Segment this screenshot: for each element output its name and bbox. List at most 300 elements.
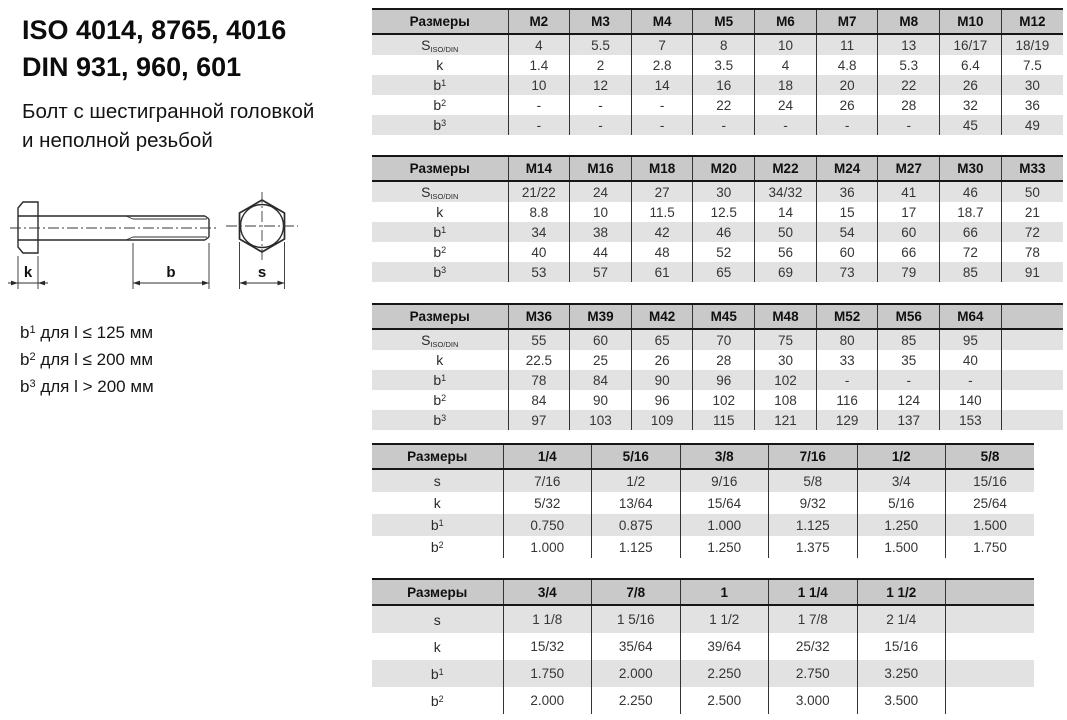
value-cell: 7/16 — [503, 469, 592, 492]
value-cell: 28 — [693, 350, 755, 370]
size-header-cell: M39 — [570, 304, 632, 329]
value-cell: 1.250 — [680, 536, 769, 558]
row-label-cell — [372, 492, 503, 514]
value-cell: 5.5 — [570, 34, 632, 55]
value-cell: 52 — [693, 242, 755, 262]
value-cell: 26 — [940, 75, 1002, 95]
value-cell: 28 — [878, 95, 940, 115]
size-header-cell: M24 — [816, 156, 878, 181]
value-cell: 85 — [878, 329, 940, 350]
value-cell: 60 — [878, 222, 940, 242]
bolt-technical-drawing — [6, 186, 351, 321]
value-cell: 84 — [508, 390, 570, 410]
value-cell: 40 — [508, 242, 570, 262]
value-cell: 12 — [570, 75, 632, 95]
value-cell: 75 — [755, 329, 817, 350]
value-cell: - — [570, 115, 632, 135]
value-cell: 10 — [570, 202, 632, 222]
value-cell: 3/4 — [857, 469, 946, 492]
value-cell: 33 — [816, 350, 878, 370]
value-cell: 35 — [878, 350, 940, 370]
table-row — [372, 202, 1063, 222]
value-cell: 5/16 — [857, 492, 946, 514]
spec-table — [372, 578, 1034, 714]
value-cell: 96 — [693, 370, 755, 390]
size-header-cell: 7/8 — [592, 579, 681, 605]
size-header-cell: M64 — [940, 304, 1002, 329]
value-cell — [946, 633, 1035, 660]
table-row — [372, 115, 1063, 135]
footnote-line: $b^1$ для l ≤ 125 мм — [20, 323, 154, 342]
row-label-cell — [372, 687, 503, 714]
value-cell: 35/64 — [592, 633, 681, 660]
row-label: k — [436, 57, 444, 73]
value-cell: 1.250 — [857, 514, 946, 536]
row-label: $b^3$ — [433, 117, 447, 133]
value-cell: 20 — [816, 75, 878, 95]
row-label-cell — [372, 350, 508, 370]
row-label: $S_{ISO/DIN}$ — [421, 36, 459, 54]
value-cell: - — [508, 95, 570, 115]
row-label-cell — [372, 242, 508, 262]
footnotes — [20, 318, 154, 399]
sizes-header-cell: Размеры — [372, 156, 508, 181]
value-cell: 5/8 — [769, 469, 858, 492]
size-header-cell: M2 — [508, 9, 570, 34]
value-cell: 69 — [755, 262, 817, 282]
value-cell: 1 5/16 — [592, 605, 681, 633]
row-label: $b^1$ — [433, 77, 447, 93]
value-cell: 140 — [940, 390, 1002, 410]
value-cell: 70 — [693, 329, 755, 350]
value-cell: 95 — [940, 329, 1002, 350]
value-cell: 2.000 — [592, 660, 681, 687]
value-cell: 6.4 — [940, 55, 1002, 75]
value-cell: 1 1/8 — [503, 605, 592, 633]
spec-table — [372, 8, 1063, 135]
value-cell: 15/32 — [503, 633, 592, 660]
value-cell: 9/32 — [769, 492, 858, 514]
table-metric-m14-m33 — [372, 155, 1063, 282]
value-cell: 10 — [508, 75, 570, 95]
value-cell: 25 — [570, 350, 632, 370]
size-header-cell: M7 — [816, 9, 878, 34]
dim-label-k: k — [23, 264, 33, 281]
value-cell: 2.8 — [631, 55, 693, 75]
value-cell: 9/16 — [680, 469, 769, 492]
dimension-k — [8, 256, 48, 289]
row-label-cell — [372, 181, 508, 202]
table-row — [372, 469, 1034, 492]
row-label-cell — [372, 202, 508, 222]
table-row — [372, 34, 1063, 55]
value-cell: 44 — [570, 242, 632, 262]
value-cell: 60 — [816, 242, 878, 262]
value-cell: 1.500 — [857, 536, 946, 558]
row-label: $b^2$ — [430, 539, 444, 555]
dim-label-s: s — [257, 264, 267, 281]
value-cell: 13 — [878, 34, 940, 55]
value-cell: 18/19 — [1001, 34, 1063, 55]
table-row — [372, 222, 1063, 242]
table-row — [372, 633, 1034, 660]
value-cell: 129 — [816, 410, 878, 430]
value-cell: 1.500 — [946, 514, 1035, 536]
size-header-cell: M45 — [693, 304, 755, 329]
value-cell: 0.875 — [592, 514, 681, 536]
table-row — [372, 605, 1034, 633]
value-cell: 60 — [570, 329, 632, 350]
row-label: s — [433, 473, 441, 489]
value-cell: 90 — [570, 390, 632, 410]
size-header-cell: M42 — [631, 304, 693, 329]
table-row — [372, 329, 1063, 350]
value-cell: 21 — [1001, 202, 1063, 222]
subtitle-line1: Болт с шестигранной головкой — [22, 100, 315, 123]
size-header-cell: M8 — [878, 9, 940, 34]
value-cell: 116 — [816, 390, 878, 410]
value-cell: 72 — [1001, 222, 1063, 242]
table-row — [372, 410, 1063, 430]
size-header-cell: M56 — [878, 304, 940, 329]
value-cell: 16 — [693, 75, 755, 95]
size-header-cell: 3/8 — [680, 444, 769, 469]
row-label: k — [433, 495, 441, 511]
value-cell: 90 — [631, 370, 693, 390]
table-row — [372, 350, 1063, 370]
value-cell: 102 — [693, 390, 755, 410]
value-cell: 65 — [631, 329, 693, 350]
value-cell: 54 — [816, 222, 878, 242]
row-label-cell — [372, 410, 508, 430]
hex-end-view — [226, 192, 298, 260]
value-cell: 3.5 — [693, 55, 755, 75]
size-header-cell: 5/8 — [946, 444, 1035, 469]
table-row — [372, 181, 1063, 202]
value-cell: - — [631, 95, 693, 115]
value-cell: 7.5 — [1001, 55, 1063, 75]
subtitle-line2: и неполной резьбой — [22, 129, 213, 152]
row-label: k — [436, 352, 444, 368]
value-cell: 22 — [693, 95, 755, 115]
value-cell: 1.375 — [769, 536, 858, 558]
value-cell: 46 — [940, 181, 1002, 202]
value-cell: 5.3 — [878, 55, 940, 75]
size-header-cell: 3/4 — [503, 579, 592, 605]
table-row — [372, 536, 1034, 558]
table-row — [372, 687, 1034, 714]
size-header-cell: 1/4 — [503, 444, 592, 469]
value-cell: 26 — [631, 350, 693, 370]
value-cell: 57 — [570, 262, 632, 282]
value-cell: 27 — [631, 181, 693, 202]
size-header-cell: M20 — [693, 156, 755, 181]
size-header-cell: 1 — [680, 579, 769, 605]
header-row — [372, 9, 1063, 34]
value-cell: - — [816, 115, 878, 135]
value-cell: 65 — [693, 262, 755, 282]
value-cell: - — [755, 115, 817, 135]
table-row — [372, 55, 1063, 75]
value-cell: 0.750 — [503, 514, 592, 536]
row-label-cell — [372, 75, 508, 95]
value-cell: 4.8 — [816, 55, 878, 75]
value-cell: 30 — [755, 350, 817, 370]
row-label: $S_{ISO/DIN}$ — [421, 183, 459, 201]
row-label: $b^3$ — [433, 264, 447, 280]
dim-label-b: b — [166, 264, 176, 281]
value-cell — [1001, 329, 1063, 350]
row-label-cell — [372, 536, 503, 558]
spec-table — [372, 303, 1063, 430]
value-cell: 18.7 — [940, 202, 1002, 222]
row-label-cell — [372, 262, 508, 282]
value-cell: 41 — [878, 181, 940, 202]
dimension-b — [133, 243, 209, 289]
sizes-header-cell: Размеры — [372, 579, 503, 605]
value-cell: 61 — [631, 262, 693, 282]
value-cell: - — [508, 115, 570, 135]
row-label: $b^1$ — [433, 224, 447, 240]
value-cell: 30 — [693, 181, 755, 202]
row-label: $b^2$ — [433, 97, 447, 113]
value-cell: 1.4 — [508, 55, 570, 75]
value-cell: - — [693, 115, 755, 135]
table-inch-quarter-58 — [372, 443, 1034, 558]
value-cell: - — [878, 115, 940, 135]
value-cell: 15 — [816, 202, 878, 222]
value-cell: 53 — [508, 262, 570, 282]
value-cell: 80 — [816, 329, 878, 350]
value-cell: 2.250 — [680, 660, 769, 687]
value-cell: 2.000 — [503, 687, 592, 714]
value-cell: 2.500 — [680, 687, 769, 714]
value-cell: 79 — [878, 262, 940, 282]
value-cell: 1.125 — [592, 536, 681, 558]
value-cell — [946, 660, 1035, 687]
page-title — [22, 12, 286, 86]
row-label: $b^1$ — [430, 665, 444, 682]
value-cell: 8 — [693, 34, 755, 55]
row-label-cell — [372, 660, 503, 687]
value-cell: 50 — [755, 222, 817, 242]
value-cell: 46 — [693, 222, 755, 242]
value-cell: 2.250 — [592, 687, 681, 714]
value-cell: 22.5 — [508, 350, 570, 370]
value-cell: 14 — [631, 75, 693, 95]
size-header-cell — [946, 579, 1035, 605]
value-cell: 30 — [1001, 75, 1063, 95]
value-cell — [1001, 350, 1063, 370]
value-cell: 78 — [508, 370, 570, 390]
sizes-header-cell: Размеры — [372, 444, 503, 469]
footnote-line: $b^2$ для l ≤ 200 мм — [20, 350, 154, 369]
value-cell: 96 — [631, 390, 693, 410]
value-cell: 10 — [755, 34, 817, 55]
row-label-cell — [372, 514, 503, 536]
title-iso: ISO 4014, 8765, 4016 — [22, 15, 287, 45]
value-cell: 153 — [940, 410, 1002, 430]
size-header-cell: M48 — [755, 304, 817, 329]
footnote-line: $b^3$ для l > 200 мм — [20, 377, 154, 396]
value-cell: 1 7/8 — [769, 605, 858, 633]
size-header-cell: M14 — [508, 156, 570, 181]
bolt-side-view — [10, 202, 219, 253]
value-cell: 97 — [508, 410, 570, 430]
row-label: $b^2$ — [433, 244, 447, 260]
table-metric-m2-m12 — [372, 8, 1063, 135]
value-cell: 24 — [755, 95, 817, 115]
size-header-cell: M52 — [816, 304, 878, 329]
value-cell: 8.8 — [508, 202, 570, 222]
value-cell: 15/16 — [857, 633, 946, 660]
row-label-cell — [372, 329, 508, 350]
size-header-cell: M16 — [570, 156, 632, 181]
value-cell: 73 — [816, 262, 878, 282]
value-cell: 1.000 — [680, 514, 769, 536]
value-cell: 4 — [755, 55, 817, 75]
value-cell: 72 — [940, 242, 1002, 262]
row-label-cell — [372, 605, 503, 633]
table-row — [372, 514, 1034, 536]
row-label-cell — [372, 469, 503, 492]
size-header-cell — [1001, 304, 1063, 329]
row-label: $b^1$ — [430, 517, 444, 533]
value-cell — [1001, 410, 1063, 430]
value-cell: 84 — [570, 370, 632, 390]
value-cell: 15/16 — [946, 469, 1035, 492]
table-row — [372, 262, 1063, 282]
value-cell: 49 — [1001, 115, 1063, 135]
value-cell: 32 — [940, 95, 1002, 115]
row-label-cell — [372, 115, 508, 135]
size-header-cell: M33 — [1001, 156, 1063, 181]
value-cell — [1001, 390, 1063, 410]
table-row — [372, 75, 1063, 95]
size-header-cell: M27 — [878, 156, 940, 181]
size-header-cell: M22 — [755, 156, 817, 181]
size-header-cell: M30 — [940, 156, 1002, 181]
value-cell — [946, 687, 1035, 714]
sizes-header-cell: Размеры — [372, 9, 508, 34]
value-cell: 11.5 — [631, 202, 693, 222]
size-header-cell: 1/2 — [857, 444, 946, 469]
value-cell: 24 — [570, 181, 632, 202]
value-cell: 3.500 — [857, 687, 946, 714]
table-inch-34-112 — [372, 578, 1034, 714]
value-cell: 34 — [508, 222, 570, 242]
value-cell: 48 — [631, 242, 693, 262]
row-label-cell — [372, 633, 503, 660]
value-cell: 38 — [570, 222, 632, 242]
table-row — [372, 390, 1063, 410]
row-label: $b^1$ — [433, 372, 447, 388]
value-cell: 115 — [693, 410, 755, 430]
value-cell: - — [631, 115, 693, 135]
value-cell: 21/22 — [508, 181, 570, 202]
value-cell: 56 — [755, 242, 817, 262]
value-cell: 1.750 — [503, 660, 592, 687]
value-cell: - — [816, 370, 878, 390]
value-cell: 66 — [878, 242, 940, 262]
size-header-cell: M6 — [755, 9, 817, 34]
table-row — [372, 660, 1034, 687]
value-cell: 25/32 — [769, 633, 858, 660]
value-cell: 109 — [631, 410, 693, 430]
value-cell: 17 — [878, 202, 940, 222]
value-cell: 2 — [570, 55, 632, 75]
row-label: $b^3$ — [433, 412, 447, 428]
header-row — [372, 156, 1063, 181]
value-cell: 26 — [816, 95, 878, 115]
header-row — [372, 444, 1034, 469]
size-header-cell: M12 — [1001, 9, 1063, 34]
size-header-cell: M36 — [508, 304, 570, 329]
value-cell: 103 — [570, 410, 632, 430]
page-subtitle — [22, 97, 314, 155]
header-row — [372, 579, 1034, 605]
value-cell: 3.250 — [857, 660, 946, 687]
row-label-cell — [372, 222, 508, 242]
value-cell: 12.5 — [693, 202, 755, 222]
size-header-cell: M18 — [631, 156, 693, 181]
row-label: $S_{ISO/DIN}$ — [421, 331, 459, 349]
size-header-cell: 1 1/4 — [769, 579, 858, 605]
row-label: s — [433, 611, 441, 628]
value-cell: 11 — [816, 34, 878, 55]
value-cell: 5/32 — [503, 492, 592, 514]
value-cell: 4 — [508, 34, 570, 55]
value-cell: 36 — [816, 181, 878, 202]
value-cell: 14 — [755, 202, 817, 222]
size-header-cell: M10 — [940, 9, 1002, 34]
value-cell: - — [570, 95, 632, 115]
value-cell: 40 — [940, 350, 1002, 370]
row-label-cell — [372, 34, 508, 55]
value-cell: 66 — [940, 222, 1002, 242]
size-header-cell: M5 — [693, 9, 755, 34]
value-cell: 1.125 — [769, 514, 858, 536]
row-label: k — [436, 204, 444, 220]
value-cell: 7 — [631, 34, 693, 55]
row-label: $b^2$ — [433, 392, 447, 408]
value-cell: 108 — [755, 390, 817, 410]
value-cell — [946, 605, 1035, 633]
table-row — [372, 370, 1063, 390]
sizes-header-cell: Размеры — [372, 304, 508, 329]
table-row — [372, 95, 1063, 115]
value-cell: 91 — [1001, 262, 1063, 282]
header-row — [372, 304, 1063, 329]
table-row — [372, 242, 1063, 262]
value-cell: 45 — [940, 115, 1002, 135]
row-label-cell — [372, 370, 508, 390]
value-cell: 34/32 — [755, 181, 817, 202]
value-cell: 121 — [755, 410, 817, 430]
table-metric-m36-m64 — [372, 303, 1063, 430]
value-cell: - — [940, 370, 1002, 390]
spec-table — [372, 155, 1063, 282]
size-header-cell: M3 — [570, 9, 632, 34]
value-cell: 124 — [878, 390, 940, 410]
row-label: $b^2$ — [430, 692, 444, 709]
title-din: DIN 931, 960, 601 — [22, 52, 242, 82]
value-cell: 85 — [940, 262, 1002, 282]
value-cell: 15/64 — [680, 492, 769, 514]
table-row — [372, 492, 1034, 514]
value-cell: 18 — [755, 75, 817, 95]
row-label-cell — [372, 95, 508, 115]
